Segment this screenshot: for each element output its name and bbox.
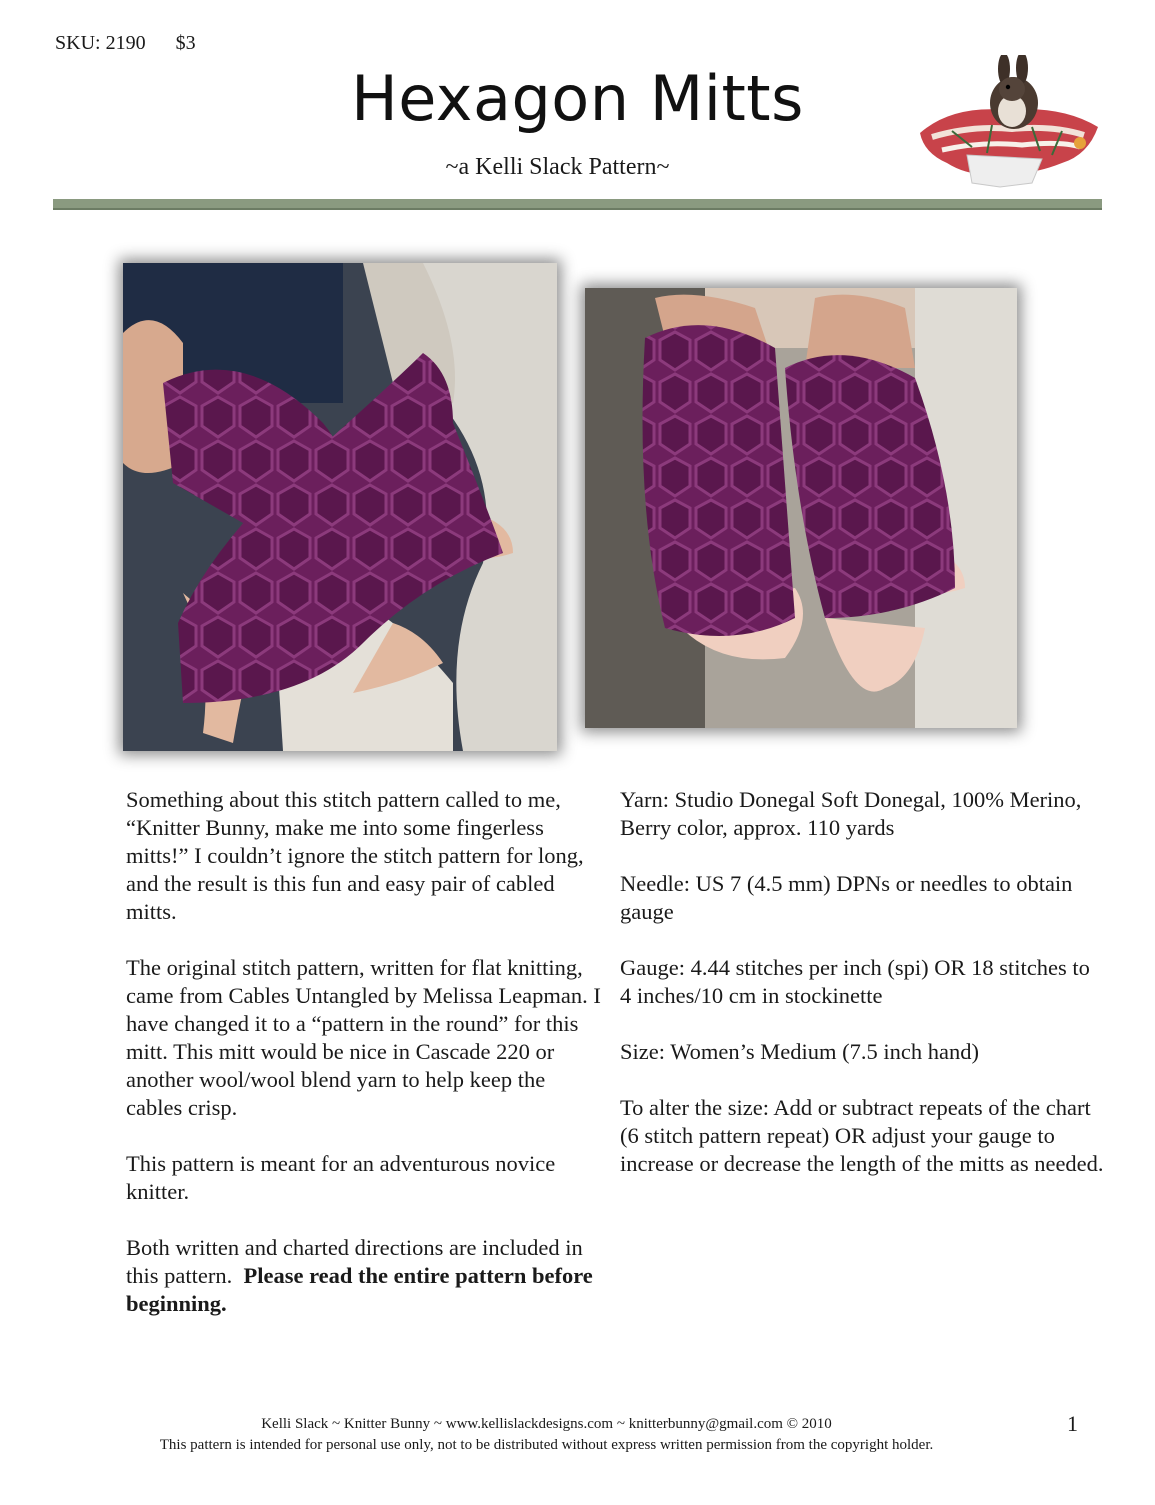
crossed-arms-purple-mitts-photo xyxy=(123,263,557,751)
intro-paragraph-3: This pattern is meant for an adventurous novice knitter. xyxy=(126,1151,556,1204)
sku-number: SKU: 2190 xyxy=(55,32,146,54)
sku-line xyxy=(55,32,196,55)
page-subtitle: ~a Kelli Slack Pattern~ xyxy=(445,154,670,180)
page-title: Hexagon Mitts xyxy=(351,62,804,135)
footer-copyright-notice: This pattern is intended for personal use only, not to be distributed without express written permission from the copyright holder. xyxy=(159,1437,934,1453)
intro-column xyxy=(126,786,606,1346)
header-divider xyxy=(53,199,1102,210)
materials-column xyxy=(620,786,1105,1206)
alter-size-note: To alter the size: Add or subtract repeats of the chart (6 stitch pattern repeat) OR adjust your gauge to increase or decrease the length of the mitts as needed. xyxy=(620,1095,1104,1176)
page-number: 1 xyxy=(1067,1411,1078,1436)
bunny-on-quilt-icon xyxy=(912,55,1102,195)
gauge-spec: Gauge: 4.44 stitches per inch (spi) OR 18 stitches to 4 inches/10 cm in stockinette xyxy=(620,955,1090,1008)
read-entire-pattern-note: Please read the entire pattern before beginning. xyxy=(126,1263,593,1316)
yarn-spec: Yarn: Studio Donegal Soft Donegal, 100% Merino, Berry color, approx. 110 yards xyxy=(620,787,1082,840)
intro-paragraph-4 xyxy=(126,1234,606,1318)
palms-up-purple-mitts-photo xyxy=(585,288,1017,728)
footer-contact-line: Kelli Slack ~ Knitter Bunny ~ www.kellislackdesigns.com ~ knitterbunny@gmail.com © 2010 xyxy=(261,1416,832,1432)
intro-paragraph-2: The original stitch pattern, written for flat knitting, came from Cables Untangled by Melissa Leapman. I have changed it to a “pattern in the round” for this mitt. This mitt would be nice in Cascade 220 or another wool/wool blend yarn to help keep the cables crisp. xyxy=(126,955,601,1120)
size-spec: Size: Women’s Medium (7.5 inch hand) xyxy=(620,1039,979,1064)
directions-note: Both written and charted directions are included in this pattern. xyxy=(126,1235,583,1288)
needle-spec: Needle: US 7 (4.5 mm) DPNs or needles to obtain gauge xyxy=(620,871,1073,924)
intro-paragraph-1: Something about this stitch pattern called to me, “Knitter Bunny, make me into some fingerless mitts!” I couldn’t ignore the stitch pattern for long, and the result is this fun and easy pair of cabled mitts. xyxy=(126,787,584,924)
price: $3 xyxy=(175,32,196,54)
